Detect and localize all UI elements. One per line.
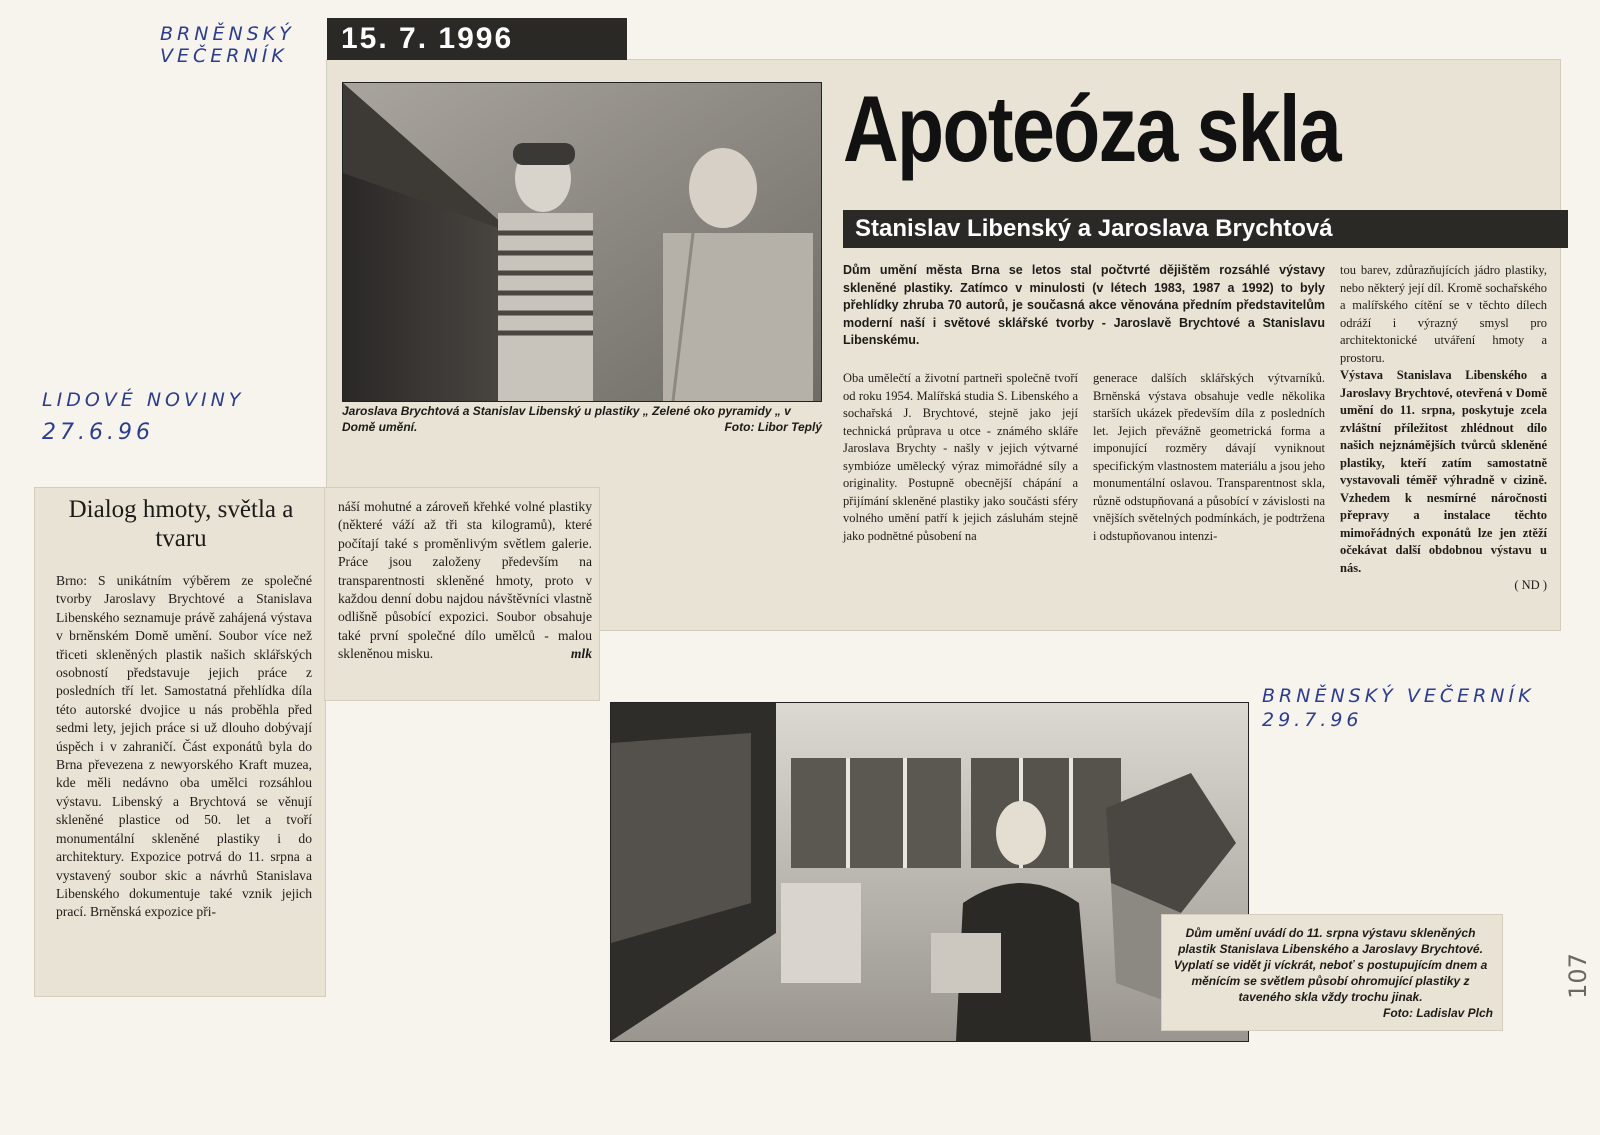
dialog-column-left: Brno: S unikátním výběrem ze společné tvorby Jaroslavy Brychtové a Stanislava Libenského seznamuje právě zahájená výstava v brněnském Domě umění. Soubor více než třiceti skleněných plastik našich sklářských osobností představuje jejich práce z posledních tří let. Samostatná přehlídka díla této autorské dvojice u nás proběhla před sedmi lety, jejich práce si už dlouho dobývají úspěch i v zahraničí. Část exponátů byla do Brna převezena z newyorského Kraft muzea, kde měli nedávno oba umělci rozsáhlou výstavu. Libenský a Brychtová se věnují skleněné plastice od 50. let a tvoří monumentální skleněné plastiky i do architektury. Expozice potrvá do 11. srpna a vystavený soubor skic a návrhů Stanislava Libenského dokumentuje také vznik jejich prací. Brněnská expozice při- <box>56 573 312 920</box>
handwritten-line: BRNĚNSKÝ VEČERNÍK <box>1262 685 1535 707</box>
handwritten-date: 29.7.96 <box>1262 708 1363 731</box>
photo-exhibition-caption <box>1168 925 1493 1021</box>
caption-text: Dům umění uvádí do 11. srpna výstavu skleněných plastik Stanislava Libenského a Jaroslavy Brychtové. Vyplatí se vidět ji víckrát, neboť s postupujícím dnem a měnícím se světlem působí ohromující plastiky z taveného skla vždy trochu jinak. <box>1173 926 1488 1004</box>
dialog-right-text: náší mohutné a zároveň křehké volné plastiky (některé váží až tři sta kilogramů), které počítají také s proměnlivým světlem galerie. Práce jsou založeny především na transparentnosti skleněné hmoty, proto v každou denní dobu najdou návštěvníci vlastně odlišně působící expozici. Soubor obsahuje také první společné dílo umělců - malou skleněnou misku. <box>338 499 592 662</box>
photo-artists-caption <box>342 403 822 435</box>
photo-artists-image <box>343 83 821 401</box>
article-signature: ( ND ) <box>1514 578 1547 592</box>
photo-credit: Foto: Ladislav Plch <box>1382 1006 1493 1020</box>
caption-text: Jaroslava Brychtová a Stanislav Libenský u plastiky „ Zelené oko pyramidy „ v Domě umění. <box>342 404 791 434</box>
handwritten-line: LIDOVÉ NOVINY <box>42 389 245 411</box>
article-column-3 <box>1340 262 1547 595</box>
handwritten-line: VEČERNÍK <box>160 44 288 67</box>
article-column-2: generace dalších sklářských výtvarníků. Brněnská výstava obsahuje vedle několika starších ukázek především díla z posledních let. Jejich převážně geometrická forma a imponující rozměry dávají vyniknout specifickým vlastnostem materiálu a jsou jeho monumentální oslavou. Transparentnost skla, různě odstupňovaná a působící v závislosti na vnějších světelných podmínkách, je podtržena i odstupňovanou intenzi- <box>1093 371 1325 543</box>
column-3-text: tou barev, zdůrazňujících jádro plastiky, nebo některý její díl. Kromě sochařského a malířského cítění se v těchto dílech odráží i výrazný smysl pro architektonické utváření hmoty a prostoru. <box>1340 263 1547 365</box>
article-column-1: Oba umělečtí a životní partneři společně tvoří od roku 1954. Malířská studia S. Libenského a sochařská J. Brychtové, stejně jako její technická průprava u otce - známého skláře Jaroslava Brychty - našly v jejich výtvarné symbióze umělecký výraz mimořádné síly a originality. Postupně obecnější chápání a přijímání skleněné plastiky jako součásti sféry volného umění patří k jejich zásluhám stejně jako podnětné působení na <box>843 371 1078 543</box>
margin-page-number: 107 <box>1563 953 1592 999</box>
subhead: Stanislav Libenský a Jaroslava Brychtová <box>843 210 1568 248</box>
photo-exhibition <box>610 702 1249 1042</box>
date-bar: 15. 7. 1996 <box>327 18 627 60</box>
photo-credit: Foto: Libor Teplý <box>724 420 822 434</box>
headline: Apoteóza skla <box>843 76 1340 181</box>
handwritten-date: 27.6.96 <box>42 419 154 445</box>
photo-exhibition-image <box>611 703 1248 1041</box>
lead-paragraph: Dům umění města Brna se letos stal počtvrté dějištěm rozsáhlé výstavy skleněné plastiky. Zatímco v minulosti (v létech 1983, 1987 a 1992) to byly přehlídky zhruba 70 autorů, je současná akce věnována předním představitelům moderní naší i světové sklářské tvorby - Jaroslavě Brychtové a Stanislavu Libenskému. <box>843 263 1325 347</box>
dialog-signature: mlk <box>570 646 592 662</box>
dialog-title: Dialog hmoty, světla a tvaru <box>68 496 294 552</box>
dialog-column-right <box>338 498 592 664</box>
column-3-bold-text: Výstava Stanislava Libenského a Jaroslavy Brychtové, otevřená v Domě umění do 11. srpna, poskytuje zcela zvláštní příležitost zhlédnout dílo našich nejznámějších tvůrců skleněné plastiky, kteří zatím samostatně vystavovali téměř výhradně v cizině. Vzhedem k nesmírné náročnosti přepravy a instalace těchto mimořádných exponátů lze jen ztěží očekávat další obdobnou výstavu u nás. <box>1340 368 1547 575</box>
handwritten-source-lidove <box>42 390 244 445</box>
photo-artists <box>342 82 822 402</box>
handwritten-source-bottom <box>1262 686 1535 732</box>
handwritten-source-top <box>160 24 295 68</box>
handwritten-line: BRNĚNSKÝ <box>160 23 295 45</box>
